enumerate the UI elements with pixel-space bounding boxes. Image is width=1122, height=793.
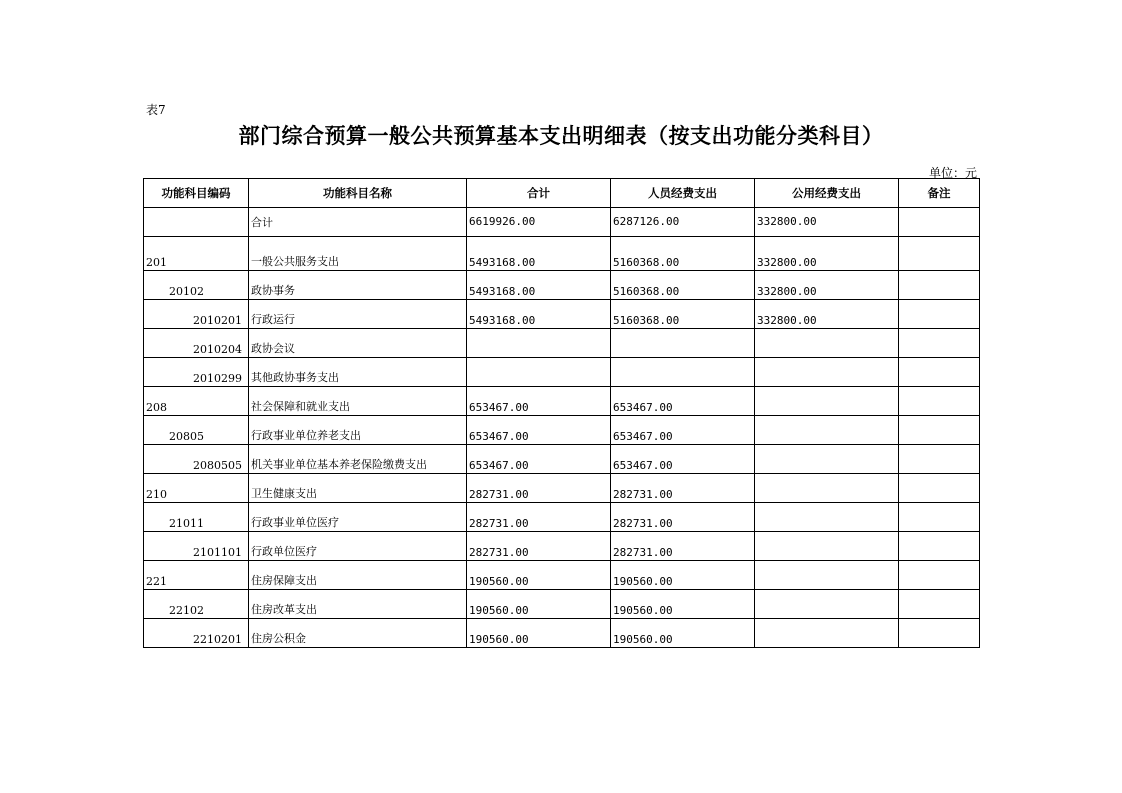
cell-personnel <box>611 358 755 387</box>
cell-public <box>755 590 899 619</box>
cell-total: 282731.00 <box>467 474 611 503</box>
cell-personnel: 190560.00 <box>611 619 755 648</box>
cell-name: 政协会议 <box>249 329 467 358</box>
cell-total: 190560.00 <box>467 619 611 648</box>
cell-total: 6619926.00 <box>467 208 611 237</box>
header-name: 功能科目名称 <box>249 179 467 208</box>
cell-total: 653467.00 <box>467 445 611 474</box>
cell-name: 住房保障支出 <box>249 561 467 590</box>
cell-personnel: 282731.00 <box>611 532 755 561</box>
cell-name: 卫生健康支出 <box>249 474 467 503</box>
cell-personnel: 5160368.00 <box>611 300 755 329</box>
header-public: 公用经费支出 <box>755 179 899 208</box>
cell-code: 2080505 <box>144 445 249 474</box>
cell-public <box>755 619 899 648</box>
cell-remark <box>899 474 980 503</box>
cell-name: 行政单位医疗 <box>249 532 467 561</box>
cell-remark <box>899 237 980 271</box>
cell-code: 22102 <box>144 590 249 619</box>
cell-total: 5493168.00 <box>467 300 611 329</box>
cell-total <box>467 358 611 387</box>
cell-remark <box>899 416 980 445</box>
cell-code: 2210201 <box>144 619 249 648</box>
cell-personnel: 190560.00 <box>611 561 755 590</box>
table-row <box>144 474 980 503</box>
table-row <box>144 445 980 474</box>
table-header-row <box>144 179 980 208</box>
header-code: 功能科目编码 <box>144 179 249 208</box>
cell-personnel: 5160368.00 <box>611 271 755 300</box>
header-personnel: 人员经费支出 <box>611 179 755 208</box>
header-remark: 备注 <box>899 179 980 208</box>
cell-total: 5493168.00 <box>467 237 611 271</box>
table-row <box>144 590 980 619</box>
cell-public <box>755 358 899 387</box>
cell-remark <box>899 619 980 648</box>
table-body <box>144 208 980 648</box>
cell-code: 20102 <box>144 271 249 300</box>
cell-remark <box>899 532 980 561</box>
cell-code: 2010204 <box>144 329 249 358</box>
sheet-label: 表7 <box>146 103 166 117</box>
cell-remark <box>899 208 980 237</box>
cell-public <box>755 445 899 474</box>
table-row <box>144 561 980 590</box>
cell-remark <box>899 329 980 358</box>
table-row <box>144 358 980 387</box>
cell-name: 行政事业单位医疗 <box>249 503 467 532</box>
cell-remark <box>899 271 980 300</box>
table-row <box>144 208 980 237</box>
cell-total: 190560.00 <box>467 561 611 590</box>
table-row <box>144 300 980 329</box>
cell-total: 282731.00 <box>467 503 611 532</box>
cell-name: 合计 <box>249 208 467 237</box>
cell-public <box>755 532 899 561</box>
cell-remark <box>899 561 980 590</box>
unit-label: 单位：元 <box>928 166 977 180</box>
cell-personnel: 653467.00 <box>611 416 755 445</box>
cell-remark <box>899 590 980 619</box>
cell-public <box>755 416 899 445</box>
cell-code: 201 <box>144 237 249 271</box>
cell-personnel: 653467.00 <box>611 445 755 474</box>
table-row <box>144 532 980 561</box>
table-row <box>144 387 980 416</box>
cell-code: 208 <box>144 387 249 416</box>
cell-remark <box>899 445 980 474</box>
page-title: 部门综合预算一般公共预算基本支出明细表（按支出功能分类科目） <box>238 124 884 148</box>
cell-personnel: 653467.00 <box>611 387 755 416</box>
cell-remark <box>899 300 980 329</box>
cell-name: 行政运行 <box>249 300 467 329</box>
table-row <box>144 619 980 648</box>
cell-personnel <box>611 329 755 358</box>
cell-public: 332800.00 <box>755 208 899 237</box>
cell-total: 653467.00 <box>467 416 611 445</box>
cell-public <box>755 387 899 416</box>
cell-code: 210 <box>144 474 249 503</box>
cell-name: 行政事业单位养老支出 <box>249 416 467 445</box>
table-row <box>144 271 980 300</box>
cell-code: 2101101 <box>144 532 249 561</box>
cell-personnel: 5160368.00 <box>611 237 755 271</box>
cell-public <box>755 503 899 532</box>
cell-code: 20805 <box>144 416 249 445</box>
cell-remark <box>899 387 980 416</box>
cell-total: 5493168.00 <box>467 271 611 300</box>
table-row <box>144 416 980 445</box>
cell-total: 653467.00 <box>467 387 611 416</box>
cell-name: 一般公共服务支出 <box>249 237 467 271</box>
cell-personnel: 190560.00 <box>611 590 755 619</box>
cell-remark <box>899 358 980 387</box>
cell-code: 2010299 <box>144 358 249 387</box>
cell-personnel: 282731.00 <box>611 474 755 503</box>
cell-name: 政协事务 <box>249 271 467 300</box>
cell-total: 282731.00 <box>467 532 611 561</box>
cell-public: 332800.00 <box>755 271 899 300</box>
cell-personnel: 282731.00 <box>611 503 755 532</box>
cell-name: 其他政协事务支出 <box>249 358 467 387</box>
cell-code: 2010201 <box>144 300 249 329</box>
cell-code <box>144 208 249 237</box>
cell-code: 221 <box>144 561 249 590</box>
cell-public <box>755 474 899 503</box>
cell-name: 住房改革支出 <box>249 590 467 619</box>
table-row <box>144 329 980 358</box>
cell-total: 190560.00 <box>467 590 611 619</box>
cell-public: 332800.00 <box>755 300 899 329</box>
cell-total <box>467 329 611 358</box>
cell-public: 332800.00 <box>755 237 899 271</box>
cell-code: 21011 <box>144 503 249 532</box>
cell-personnel: 6287126.00 <box>611 208 755 237</box>
cell-public <box>755 561 899 590</box>
cell-remark <box>899 503 980 532</box>
cell-name: 住房公积金 <box>249 619 467 648</box>
cell-name: 机关事业单位基本养老保险缴费支出 <box>249 445 467 474</box>
budget-table <box>143 178 980 648</box>
table-row <box>144 237 980 271</box>
table-row <box>144 503 980 532</box>
cell-public <box>755 329 899 358</box>
cell-name: 社会保障和就业支出 <box>249 387 467 416</box>
header-total: 合计 <box>467 179 611 208</box>
